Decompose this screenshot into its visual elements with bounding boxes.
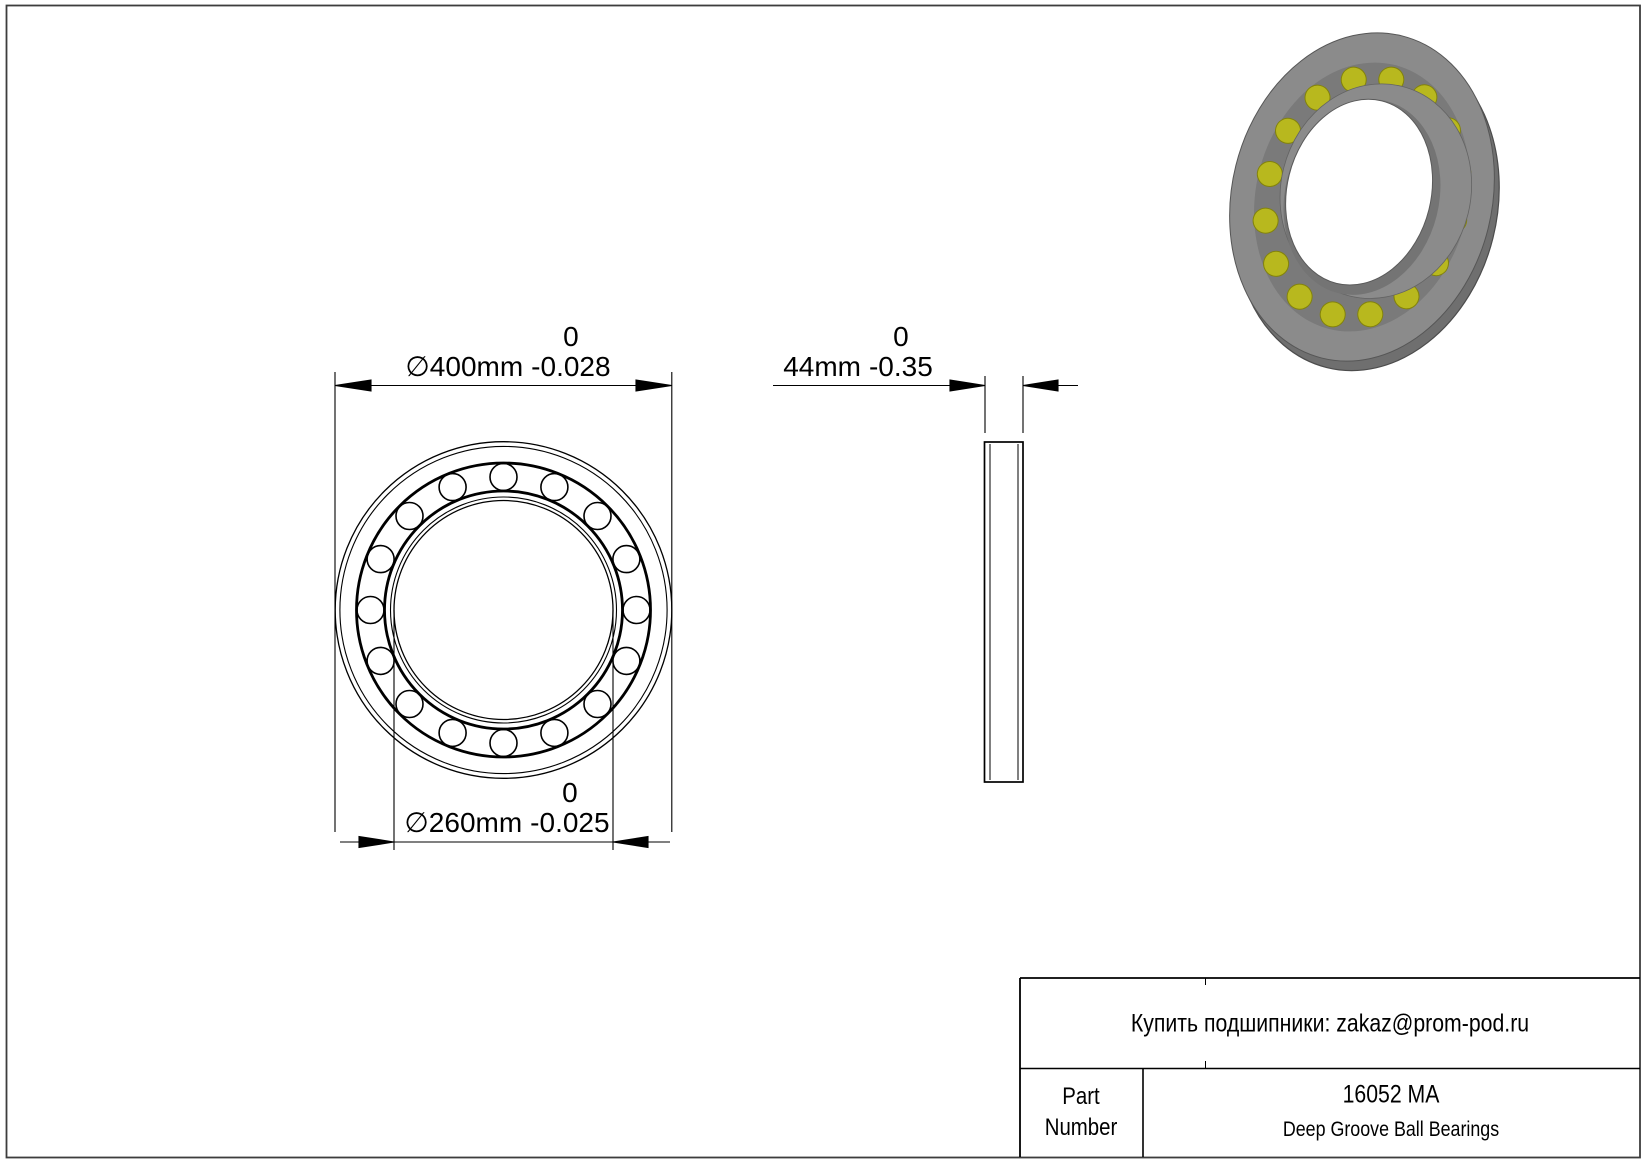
bearing-3d-render [1194, 4, 1535, 398]
part-number-value: 16052 MA [1342, 1080, 1440, 1109]
dim-width-tol-lower: -0.35 [868, 351, 933, 382]
dim-width-label [783, 322, 933, 382]
dim-outer-tol-upper: 0 [563, 321, 579, 352]
dim-width-tolerance [869, 322, 933, 382]
dim-width-value: 44mm [783, 351, 861, 382]
dim-outer-tol-lower: -0.028 [531, 351, 611, 382]
dim-bore-tolerance [530, 778, 609, 838]
dim-outer-value: ∅400mm [405, 351, 524, 382]
dim-bore-label [404, 778, 609, 838]
dim-outer-tolerance [531, 322, 610, 382]
front-view-balls [357, 464, 650, 757]
product-category: Deep Groove Ball Bearings [1282, 1118, 1500, 1141]
dim-bore-tol-lower: -0.025 [530, 807, 610, 838]
contact-text: Купить подшипники: zakaz@prom-pod.ru [1130, 1009, 1530, 1038]
dim-bore-value: ∅260mm [404, 807, 523, 838]
dim-outer-label [405, 322, 610, 382]
part-number-label-line2: Number [1044, 1114, 1118, 1141]
part-number-label-line1: Part [1062, 1083, 1100, 1110]
part-number-label [1045, 1081, 1118, 1143]
front-view [335, 442, 672, 779]
dim-bore-tol-upper: 0 [562, 777, 578, 808]
dim-width-tol-upper: 0 [893, 321, 909, 352]
side-view [985, 442, 1024, 782]
